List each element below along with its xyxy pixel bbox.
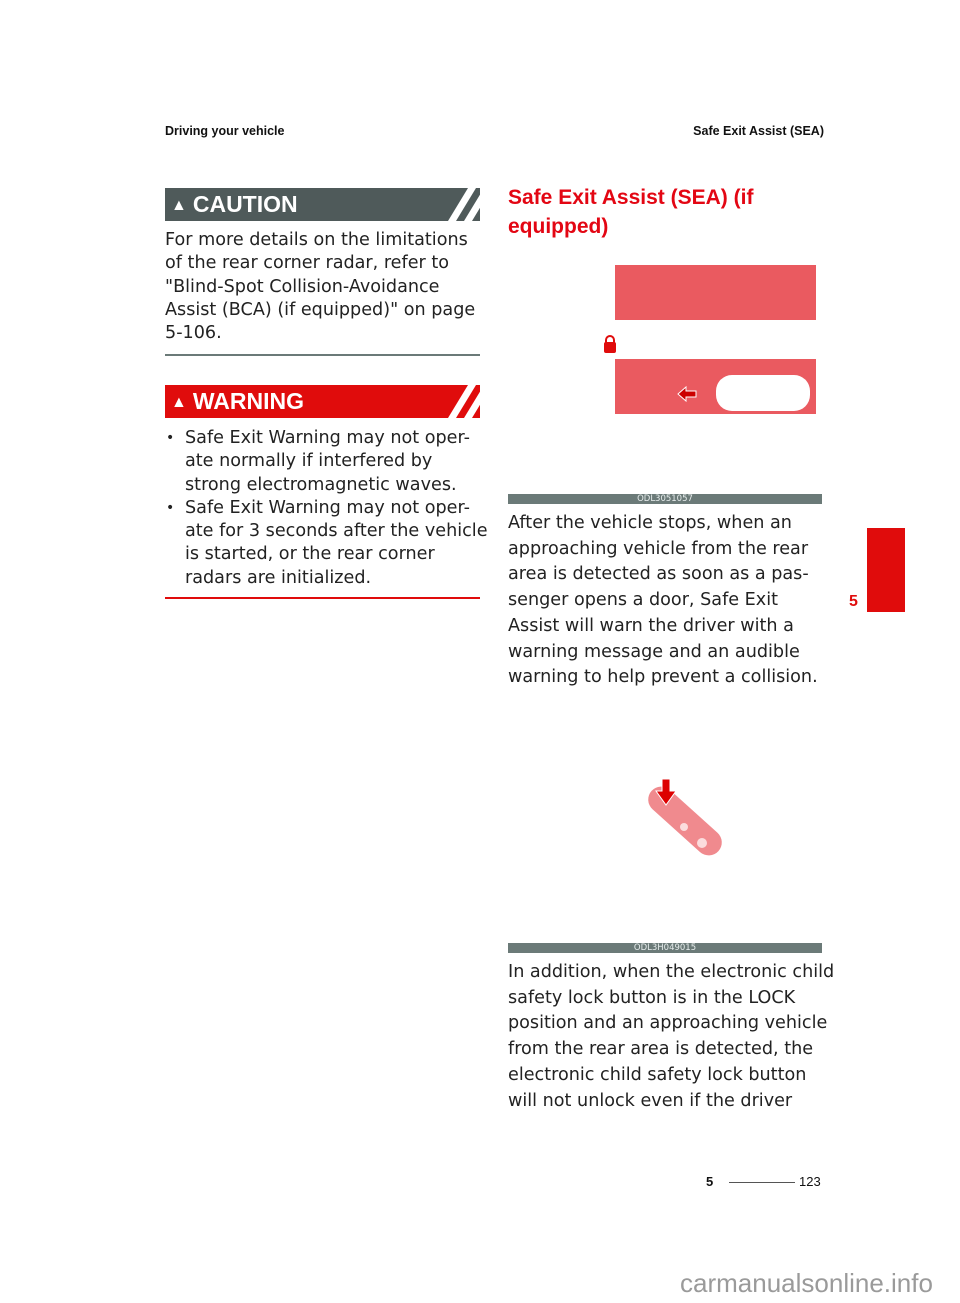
child-lock-button-figure <box>640 775 735 870</box>
header-chapter: Driving your vehicle <box>165 124 285 138</box>
warning-triangle-icon: ▲ <box>171 394 187 411</box>
header-section: Safe Exit Assist (SEA) <box>693 124 824 138</box>
list-item: • Safe Exit Warning may not oper- ate normally if interfered by strong electromagnetic waves. <box>165 427 488 497</box>
warning-triangle-icon: ▲ <box>171 197 187 214</box>
sea-warning-figure <box>600 262 822 418</box>
lock-icon <box>604 336 616 353</box>
paragraph: In addition, when the electronic child safety lock button is in the LOCK position and an approaching vehicle from the rear area is detected, the electronic child safety lock button will not unlock even if the driver <box>508 962 835 1111</box>
stripes-icon <box>420 188 480 221</box>
section-title: Safe Exit Assist (SEA) (if equipped) <box>508 186 754 238</box>
warning-banner <box>165 385 480 418</box>
caution-banner <box>165 188 480 221</box>
footer-chapter: 5 <box>706 1174 714 1189</box>
figure-caption: ODL3H049015 <box>508 943 822 953</box>
caution-label: CAUTION <box>192 191 298 217</box>
warning-label: WARNING <box>192 388 305 414</box>
warning-divider <box>165 597 480 599</box>
page-number: 123 <box>799 1174 821 1189</box>
paragraph: After the vehicle stops, when an approaching vehicle from the rear area is detected as soon as a pas- senger opens a door, Safe Exit Assist will warn the driver with a warning message and an audible warning to help prevent a collision. <box>508 513 818 688</box>
stripes-icon <box>420 385 480 418</box>
watermark[interactable]: carmanualsonline.info <box>680 1268 933 1298</box>
caution-divider <box>165 354 480 356</box>
footer-rule <box>729 1182 795 1183</box>
list-item: • Safe Exit Warning may not oper- ate for 3 seconds after the vehicle is started, or the rear corner radars are initialized. <box>165 497 488 590</box>
chapter-tab-number: 5 <box>849 593 858 610</box>
figure-caption: ODL3051057 <box>508 494 822 504</box>
caution-text: For more details on the limitations of the rear corner radar, refer to "Blind-Spot Collision-Avoidance Assist (BCA) (if equipped)" on page 5-106. <box>165 230 476 344</box>
chapter-tab <box>867 528 905 612</box>
warning-list <box>165 427 488 590</box>
